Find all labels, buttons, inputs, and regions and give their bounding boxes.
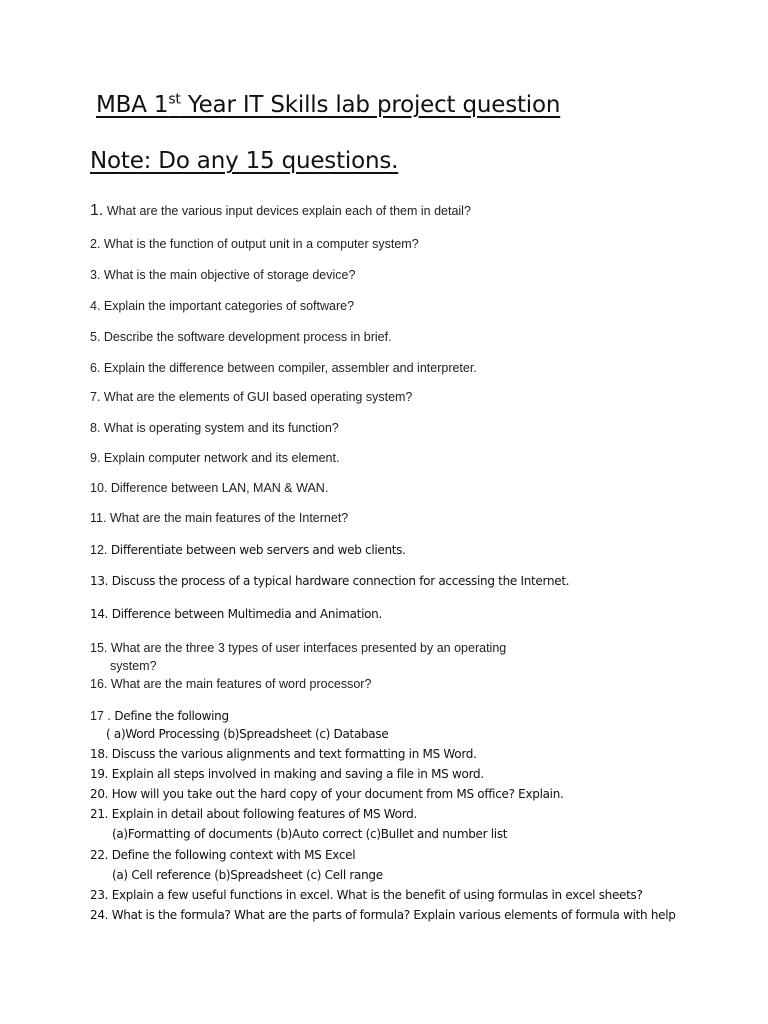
question-22: 22. Define the following context with MS Excel — [90, 848, 356, 862]
question-12-text: Differentiate between web servers and web clients. — [110, 543, 406, 557]
question-3: 3. What is the main objective of storage device? — [90, 268, 356, 282]
question-15-line-2: system? — [110, 659, 157, 673]
question-18: 18. Discuss the various alignments and text formatting in MS Word. — [90, 747, 477, 761]
question-24: 24. What is the formula? What are the parts of formula? Explain various elements of formula with help — [90, 908, 676, 922]
question-21: 21. Explain in detail about following features of MS Word. — [90, 807, 417, 821]
question-13: 13. Discuss the process of a typical hardware connection for accessing the Internet. — [90, 574, 570, 588]
question-11: 11. What are the main features of the Internet? — [90, 511, 349, 525]
question-20: 20. How will you take out the hard copy of your document from MS office? Explain. — [90, 787, 564, 801]
title-suffix: Year IT Skills lab project question — [180, 92, 561, 118]
question-7: 7. What are the elements of GUI based operating system? — [90, 390, 413, 404]
question-19: 19. Explain all steps involved in making and saving a file in MS word. — [90, 767, 484, 781]
question-10: 10. Difference between LAN, MAN & WAN. — [90, 481, 329, 495]
question-17 — [90, 707, 229, 725]
question-5: 5. Describe the software development process in brief. — [90, 330, 392, 344]
question-9: 9. Explain computer network and its element. — [90, 451, 340, 465]
question-16: 16. What are the main features of word processor? — [90, 677, 372, 691]
title-superscript: st — [168, 91, 181, 108]
note-heading: Note: Do any 15 questions. — [90, 148, 399, 174]
question-21-options: (a)Formatting of documents (b)Auto correct (c)Bullet and number list — [112, 827, 508, 841]
page-title — [96, 92, 560, 118]
question-22-options: (a) Cell reference (b)Spreadsheet (c) Cell range — [112, 868, 383, 882]
question-1-number: 1. — [90, 202, 104, 219]
question-15-line-1: 15. What are the three 3 types of user interfaces presented by an operating — [90, 641, 507, 655]
question-1 — [90, 202, 471, 220]
question-12-number: 12. — [90, 543, 111, 557]
question-4: 4. Explain the important categories of software? — [90, 299, 355, 313]
question-17-number: 17 . — [90, 709, 115, 723]
title-prefix: MBA 1 — [96, 92, 169, 118]
question-1-text: What are the various input devices explain each of them in detail? — [103, 204, 471, 218]
question-8: 8. What is operating system and its function? — [90, 421, 339, 435]
question-14: 14. Difference between Multimedia and Animation. — [90, 607, 382, 621]
question-23: 23. Explain a few useful functions in excel. What is the benefit of using formulas in excel sheets? — [90, 888, 643, 902]
question-17-options: ( a)Word Processing (b)Spreadsheet (c) Database — [106, 727, 389, 741]
question-2: 2. What is the function of output unit in a computer system? — [90, 237, 419, 251]
question-6: 6. Explain the difference between compiler, assembler and interpreter. — [90, 361, 477, 375]
question-12 — [90, 541, 406, 559]
question-17-text: Define the following — [114, 709, 229, 723]
